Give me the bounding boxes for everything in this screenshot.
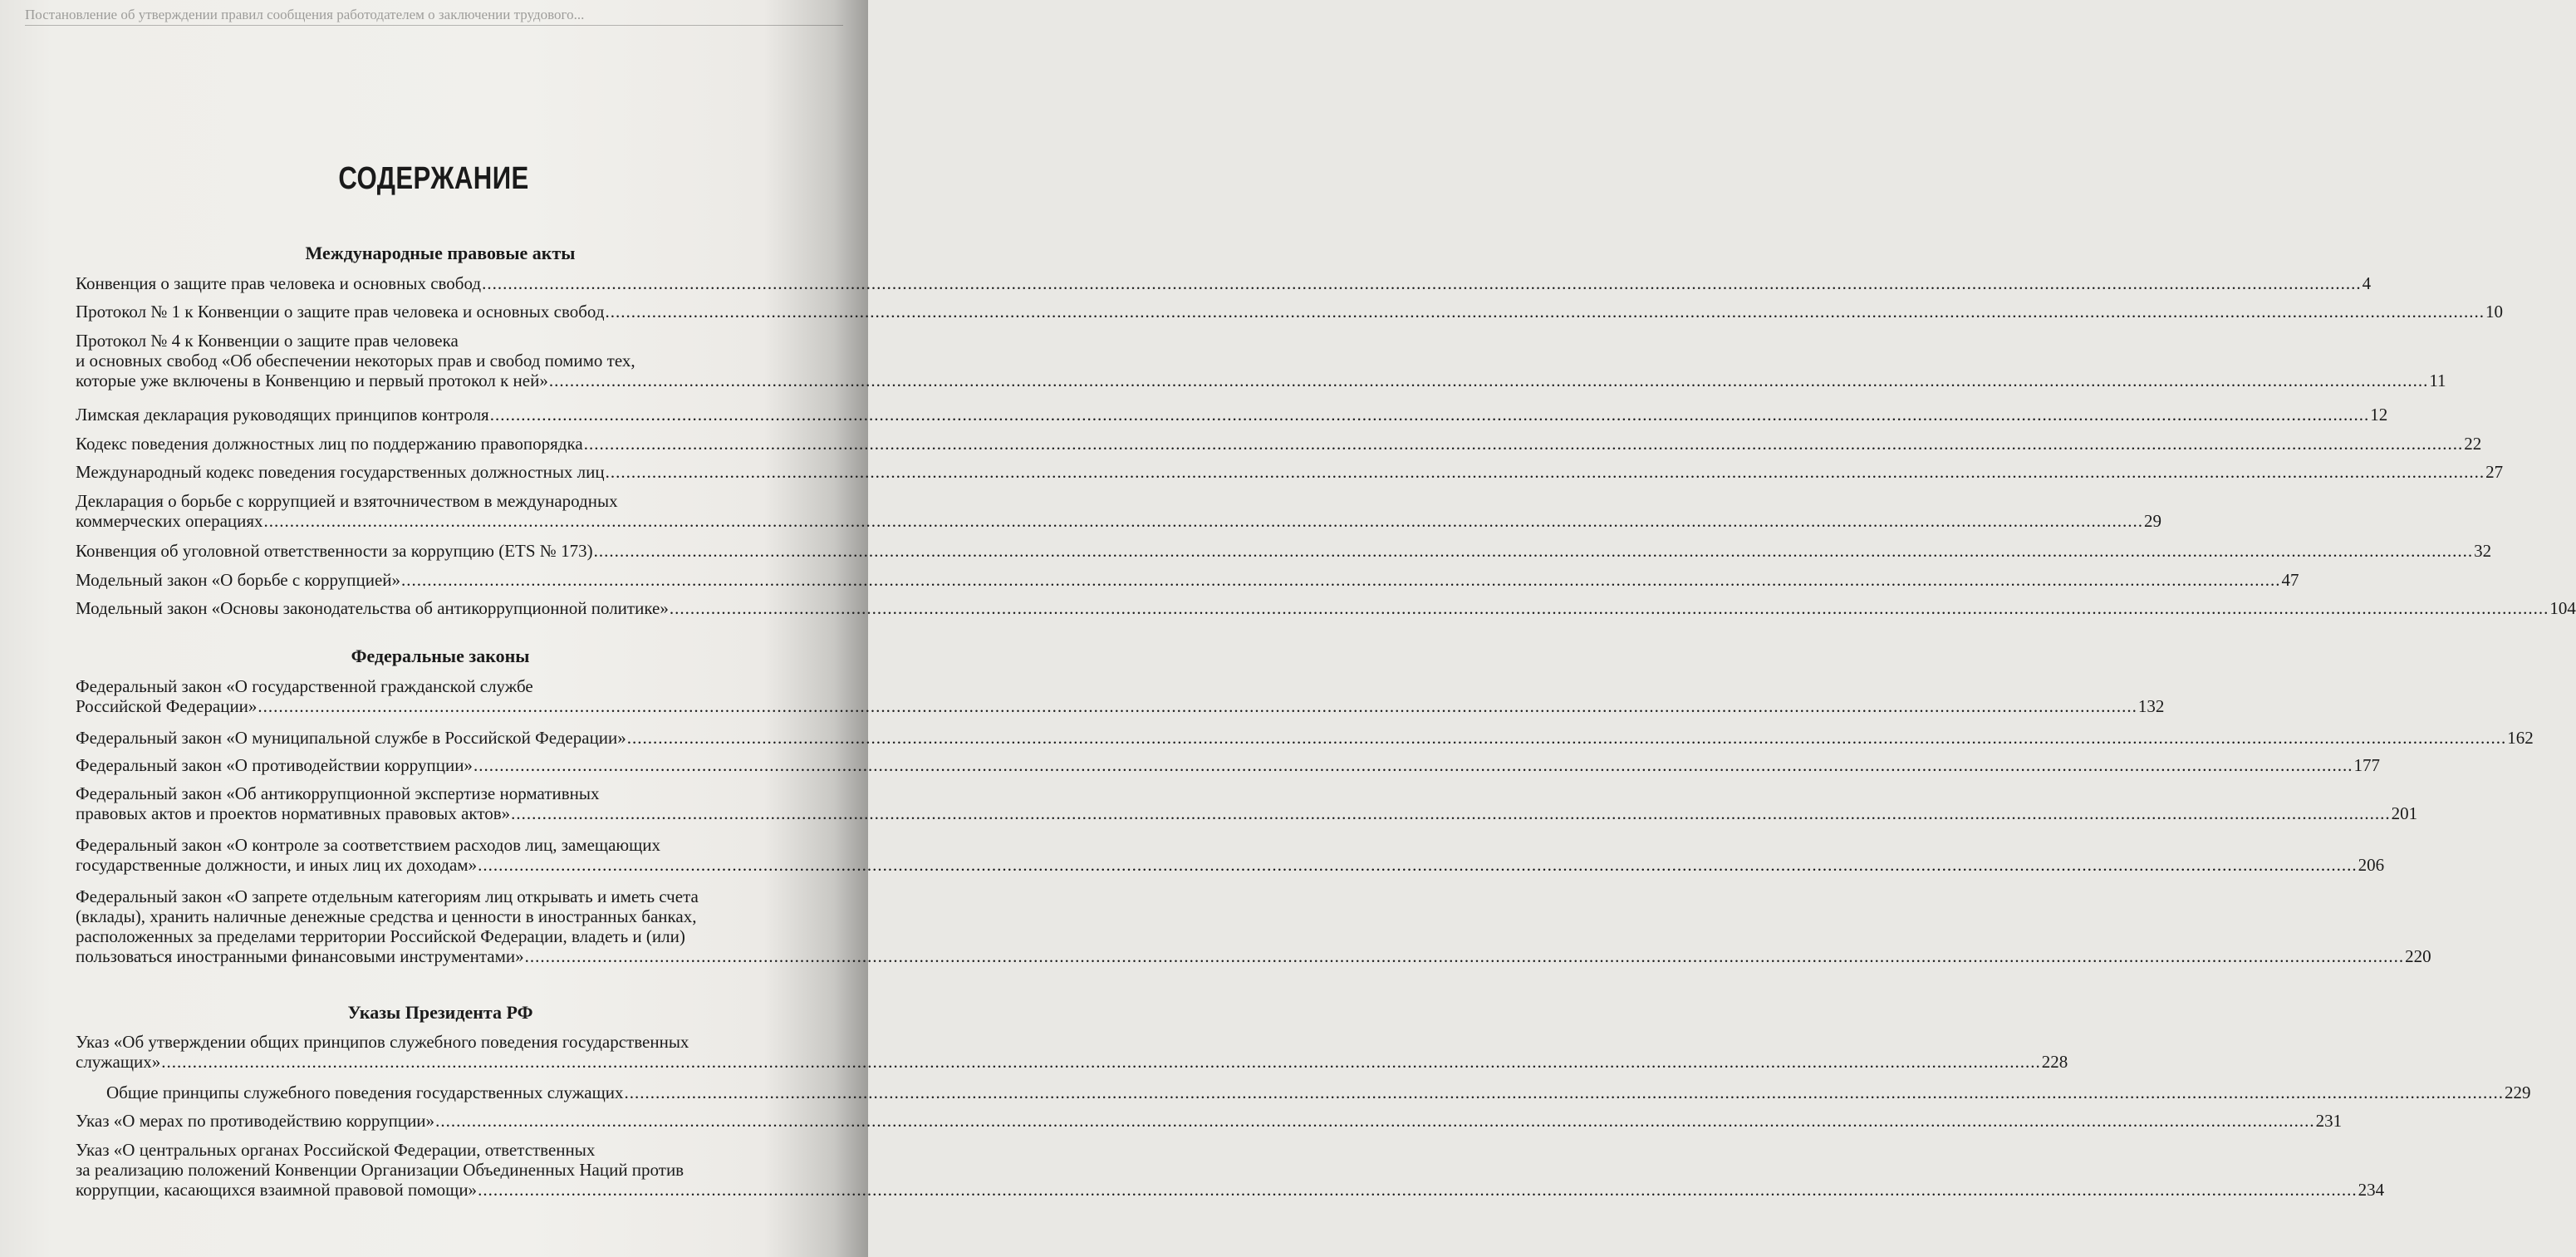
toc-entry[interactable]: Декларация о борьбе с коррупцией и взяточничеством в международных коммерческих операциях .......................................................................................................................................................................................................................................................................................................................................................................... 29 <box>76 491 2162 531</box>
toc-entry[interactable]: Федеральный закон «Об антикоррупционной экспертизе нормативных правовых актов и проектов нормативных правовых актов» .......................................................................................................................................................................................................................................................................................................................................................................... 201 <box>76 783 2418 823</box>
page-number: 10 <box>2485 302 2504 322</box>
toc-entry[interactable]: Федеральный закон «О муниципальной службе в Российской Федерации» .......................................................................................................................................................................................................................................................................................................................................................................... 162 <box>76 728 2534 748</box>
toc-entry[interactable]: Указ «Об утверждении общих принципов служебного поведения государственных служащих» .......................................................................................................................................................................................................................................................................................................................................................................... 228 <box>76 1032 2068 1072</box>
page-number: 4 <box>2362 273 2372 293</box>
section-heading-international: Международные правовые акты <box>305 243 576 263</box>
section-heading-federal-laws: Федеральные законы <box>351 646 530 666</box>
toc-entry[interactable]: Указ «О мерах по противодействию коррупции» .......................................................................................................................................................................................................................................................................................................................................................................... 231 <box>76 1111 2343 1131</box>
page-number: 206 <box>2358 855 2385 875</box>
page-title: СОДЕРЖАНИЕ <box>338 161 529 196</box>
toc-entry[interactable]: Международный кодекс поведения государственных должностных лиц .......................................................................................................................................................................................................................................................................................................................................................................... 27 <box>76 462 2504 482</box>
toc-entry[interactable]: Общие принципы служебного поведения государственных служащих .......................................................................................................................................................................................................................................................................................................................................................................... 229 <box>106 1083 2531 1102</box>
section-heading-presidential-decrees: Указы Президента РФ <box>347 1002 533 1023</box>
toc-entry[interactable]: Конвенция об уголовной ответственности за коррупцию (ETS № 173) .......................................................................................................................................................................................................................................................................................................................................................................... 32 <box>76 541 2492 561</box>
page-number: 12 <box>2370 405 2388 425</box>
page-number: 22 <box>2464 434 2482 454</box>
page-number: 27 <box>2485 462 2504 482</box>
page-number: 201 <box>2391 803 2418 823</box>
toc-entry[interactable]: Протокол № 1 к Конвенции о защите прав человека и основных свобод .......................................................................................................................................................................................................................................................................................................................................................................... 10 <box>76 302 2504 322</box>
page-number: 220 <box>2405 946 2431 966</box>
page-number: 32 <box>2474 541 2492 561</box>
page-number: 177 <box>2353 755 2380 775</box>
page-number: 132 <box>2137 696 2165 716</box>
page-number: 29 <box>2144 511 2162 531</box>
toc-entry[interactable]: Указ «О центральных органах Российской Федерации, ответственных за реализацию положений Конвенции Организации Объединенных Наций против коррупции, касающихся взаимной правовой помощи» .......................................................................................................................................................................................................................................................................................................................................................................... 234 <box>76 1140 2385 1200</box>
page-number: 104 <box>2549 598 2576 618</box>
show-through <box>66 58 814 83</box>
page-number: 162 <box>2507 728 2534 748</box>
page-number: 47 <box>2281 570 2299 590</box>
toc-entry[interactable]: Конвенция о защите прав человека и основных свобод .......................................................................................................................................................................................................................................................................................................................................................................... 4 <box>76 273 2372 293</box>
toc-entry[interactable]: Федеральный закон «О государственной гражданской службе Российской Федерации» .......................................................................................................................................................................................................................................................................................................................................................................... 132 <box>76 676 2165 716</box>
toc-entry[interactable]: Модельный закон «О борьбе с коррупцией» .......................................................................................................................................................................................................................................................................................................................................................................... 47 <box>76 570 2299 590</box>
toc-entry[interactable]: Федеральный закон «О противодействии коррупции» .......................................................................................................................................................................................................................................................................................................................................................................... 177 <box>76 755 2380 775</box>
page-number: 231 <box>2315 1111 2343 1131</box>
page-number: 11 <box>2429 371 2446 390</box>
toc-entry[interactable]: Лимская декларация руководящих принципов контроля .......................................................................................................................................................................................................................................................................................................................................................................... 12 <box>76 405 2388 425</box>
page-number: 229 <box>2504 1083 2531 1102</box>
toc-entry[interactable]: Кодекс поведения должностных лиц по поддержанию правопорядка .......................................................................................................................................................................................................................................................................................................................................................................... 22 <box>76 434 2482 454</box>
running-head: Постановление об утверждении правил сообщения работодателем о заключении трудового... <box>25 5 843 26</box>
toc-entry[interactable]: Модельный закон «Основы законодательства об антикоррупционной политике» .......................................................................................................................................................................................................................................................................................................................................................................... 104 <box>76 598 2576 618</box>
toc-entry[interactable]: Федеральный закон «О запрете отдельным категориям лиц открывать и иметь счета (вклады), хранить наличные денежные средства и ценности в иностранных банках, расположенных за пределами территории Российской Федерации, владеть и (или) пользоваться иностранными финансовыми инструментами» .......................................................................................................................................................................................................................................................................................................................................................................... 220 <box>76 886 2431 966</box>
toc-entry[interactable]: Протокол № 4 к Конвенции о защите прав человека и основных свобод «Об обеспечении некоторых прав и свобод помимо тех, которые уже включены в Конвенцию и первый протокол к ней» .......................................................................................................................................................................................................................................................................................................................................................................... 11 <box>76 331 2446 390</box>
toc-entry[interactable]: Федеральный закон «О контроле за соответствием расходов лиц, замещающих государственные должности, и иных лиц их доходам» .......................................................................................................................................................................................................................................................................................................................................................................... 206 <box>76 835 2385 875</box>
page-number: 234 <box>2358 1180 2385 1200</box>
page-number: 228 <box>2041 1052 2068 1072</box>
